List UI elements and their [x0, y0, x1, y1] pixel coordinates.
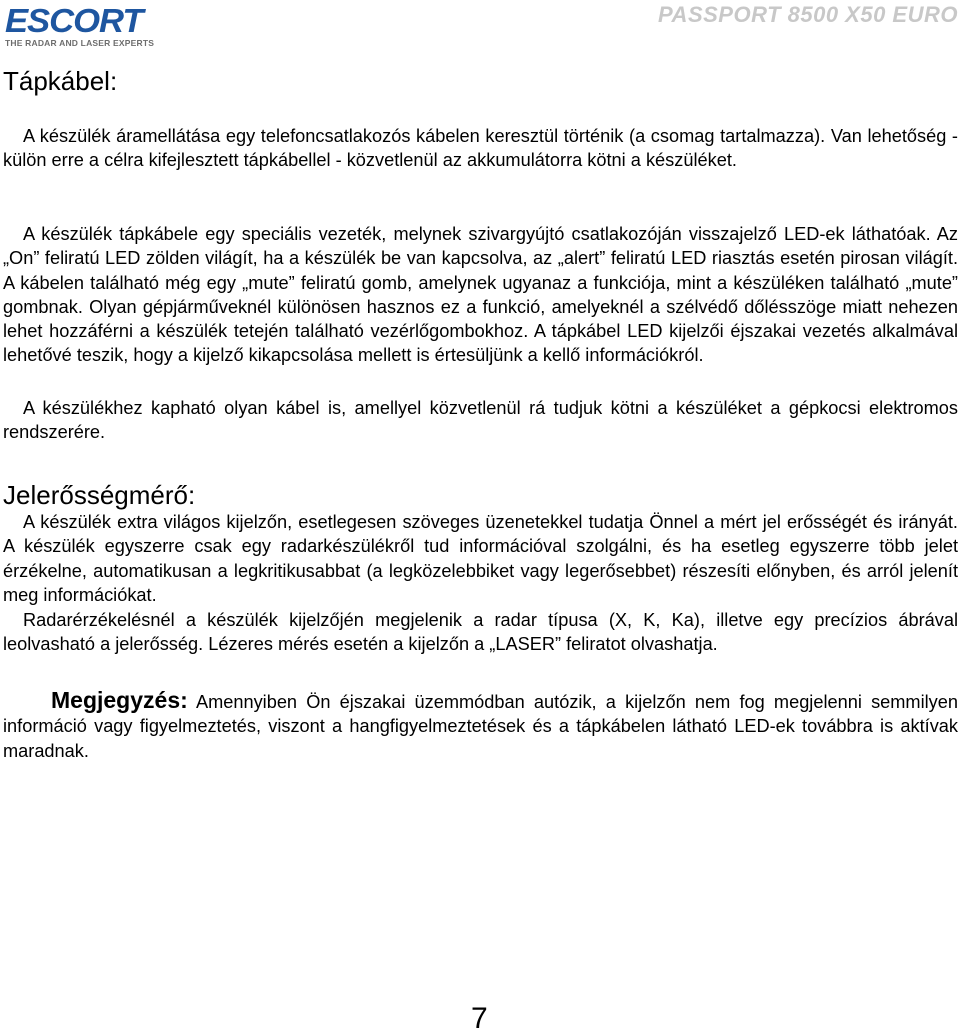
note-label: Megjegyzés:	[51, 687, 188, 713]
escort-logo	[5, 4, 154, 49]
note-text: Amennyiben Ön éjszakai üzemmódban autózik, a kijelzőn nem fog megjelenni semmilyen információ vagy figyelmeztetés, viszont a hangfigyelmeztetések és a tápkábelen látható LED-ek továbbra is aktívak maradnak.	[3, 692, 958, 761]
section-title-jelerosseg: Jelerősségmérő:	[3, 480, 196, 510]
section-title-tapkabel: Tápkábel:	[3, 66, 118, 96]
paragraph-tapkabel-3: A készülékhez kapható olyan kábel is, amellyel közvetlenül rá tudjuk kötni a készüléket a gépkocsi elektromos rendszerére.	[3, 398, 958, 443]
paragraph-jelerosseg-2: Radarérzékelésnél a készülék kijelzőjén megjelenik a radar típusa (X, K, Ka), illetve egy precízios ábrával leolvasható a jelerősség. Lézeres mérés esetén a kijelzőn a „LASER” feliratot olvashatja.	[3, 610, 958, 655]
paragraph-tapkabel-1: A készülék áramellátása egy telefoncsatlakozós kábelen keresztül történik (a csomag tartalmazza). Van lehetőség - külön erre a célra kifejlesztett tápkábellel - közvetlenül az akkumulátorra kötni a készüléket.	[3, 126, 958, 171]
note-paragraph	[3, 688, 958, 763]
paragraph-tapkabel-2: A készülék tápkábele egy speciális vezeték, melynek szivargyújtó csatlakozóján visszajelző LED-ek láthatóak. Az „On” feliratú LED zölden világít, ha a készülék be van kapcsolva, az „alert” feliratú LED riasztás esetén pirosan világít. A kábelen található még egy „mute” feliratú gomb, amelynek ugyanaz a funkciója, mint a készüléken található „mute” gombnak. Olyan gépjárműveknél különösen hasznos ez a funkció, amelyeknél a szélvédő dőlésszöge miatt nehezen lehet hozzáférni a készülék tetején található vezérlőgombokhoz. A tápkábel LED kijelzői éjszakai vezetés alkalmával lehetővé teszik, hogy a kijelző kikapcsolása mellett is értesüljünk a kellő információkról.	[3, 224, 958, 366]
logo-wordmark: ESCORT	[5, 2, 143, 39]
logo-tagline: THE RADAR AND LASER EXPERTS	[5, 38, 155, 48]
page-number: 7	[471, 1002, 488, 1035]
page-header	[0, 0, 960, 60]
product-name: PASSPORT 8500 X50 EURO	[658, 2, 958, 27]
paragraph-jelerosseg-1: A készülék extra világos kijelzőn, esetlegesen szöveges üzenetekkel tudatja Önnel a mért jel erősségét és irányát. A készülék egyszerre csak egy radarkészülékről tud információval szolgálni, és ha esetleg egyszerre több jelet érzékelne, automatikusan a legkritikusabbat (a legközelebbiket vagy legerősebbet) részesíti előnyben, és arról jelenít meg információkat.	[3, 512, 958, 605]
